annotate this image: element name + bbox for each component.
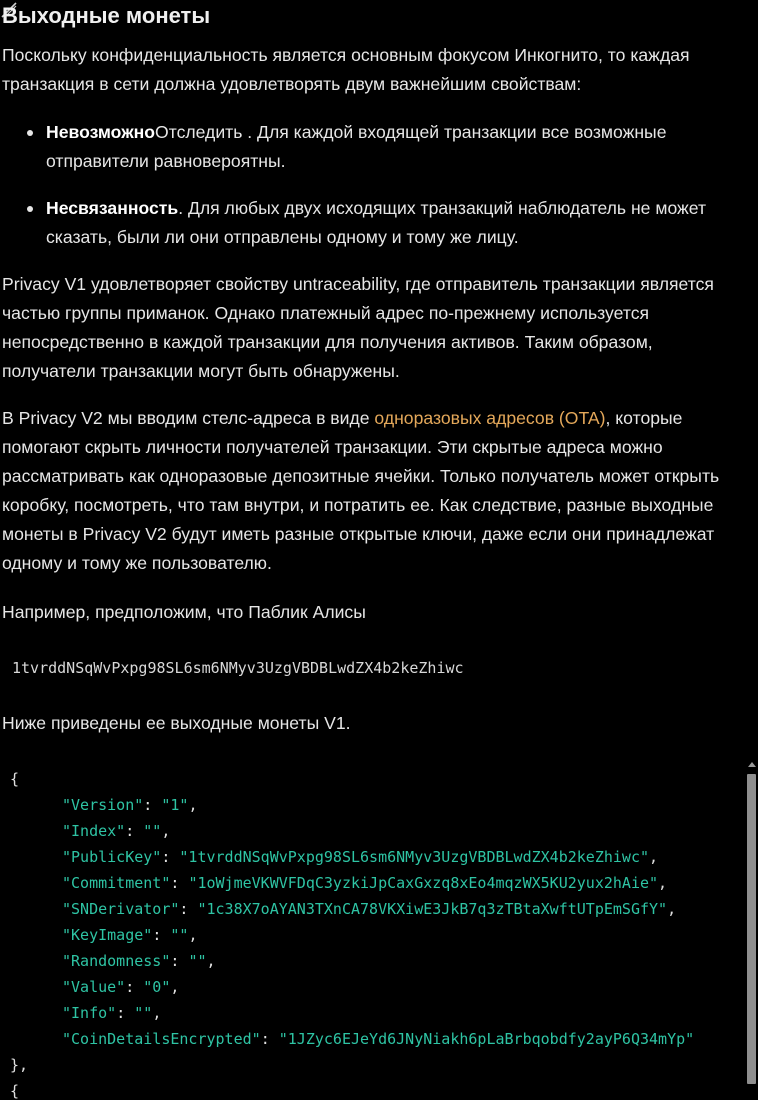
code-line: "KeyImage": "", xyxy=(62,926,198,944)
coins-paragraph: Ниже приведены ее выходные монеты V1. xyxy=(2,713,351,733)
scroll-thumb[interactable] xyxy=(747,774,756,1084)
public-address-code: 1tvrddNSqWvPxpg98SL6sm6NMyv3UzgVBDBLwdZX4b2keZhiwc xyxy=(12,659,464,677)
code-key: "KeyImage" xyxy=(62,926,153,944)
code-key: "PublicKey" xyxy=(62,848,162,866)
code-value: "1oWjmeVKWVFDqC3yzkiJpCaxGxzq8xEo4mqzWX5KU2yux2hAie" xyxy=(188,874,659,892)
para2-before: В Privacy V2 мы вводим стелс-адреса в виде xyxy=(2,408,375,428)
bullet-dot xyxy=(27,206,33,212)
privacy-v1-paragraph: Privacy V1 удовлетворяет свойству untraceability, где отправитель транзакции является частью группы приманок. Однако платежный адрес по-прежнему используется непосредственно в каждой транзакции для получения активов. Таким образом, получатели транзакции могут быть обнаружены. xyxy=(2,274,714,381)
bullet-term: Несвязанность xyxy=(46,198,179,218)
code-key: "Commitment" xyxy=(62,874,171,892)
para2-after: , которые помогают скрыть личности получателей транзакции. Эти скрытые адреса можно рассматривать как одноразовые депозитные ячейки. Только получатель может открыть коробку, посмотреть, что там внутри, и потратить ее. Как следствие, разные выходные монеты в Privacy V2 будут иметь разные открытые ключи, даже если они принадлежат одному и тому же пользователю. xyxy=(2,408,720,573)
privacy-v2-paragraph xyxy=(2,404,754,578)
code-key: "Value" xyxy=(62,978,126,996)
code-open-brace: { xyxy=(10,770,20,788)
code-close-brace: }, xyxy=(10,1056,29,1074)
bullet-dot xyxy=(27,130,33,136)
code-key: "SNDerivator" xyxy=(62,900,180,918)
code-line: "Index": "", xyxy=(62,822,171,840)
code-line: "SNDerivator": "1c38X7oAYAN3TXnCA78VKXiwE3JkB7q3zTBtaXwftUTpEmSGfY", xyxy=(62,900,677,918)
code-value: "" xyxy=(143,822,162,840)
bullet-text: . Для любых двух исходящих транзакций наблюдатель не может сказать, были ли они отправлены одному и тому же лицу. xyxy=(46,198,707,247)
code-scrollbar[interactable] xyxy=(745,762,758,1100)
code-line: "Commitment": "1oWjmeVKWVFDqC3yzkiJpCaxGxzq8xEo4mqzWX5KU2yux2hAie", xyxy=(62,874,668,892)
code-value: "" xyxy=(170,926,189,944)
code-line: "CoinDetailsEncrypted": "1JZyc6EJeYd6JNyNiakh6pLaBrbqobdfy2ayP6Q34mYp" xyxy=(62,1030,695,1048)
code-value: "1c38X7oAYAN3TXnCA78VKXiwE3JkB7q3zTBtaXwftUTpEmSGfY" xyxy=(197,900,668,918)
code-line: "Value": "0", xyxy=(62,978,180,996)
code-key: "CoinDetailsEncrypted" xyxy=(62,1030,261,1048)
list-item xyxy=(2,194,756,252)
code-next-brace: { xyxy=(10,1082,20,1100)
scroll-up-arrow-icon[interactable] xyxy=(748,762,756,767)
section-heading: Выходные монеты xyxy=(2,3,211,28)
code-value: "1" xyxy=(161,796,189,814)
ota-link[interactable]: одноразовых адресов (OTA) xyxy=(374,408,606,428)
code-line: "Randomness": "", xyxy=(62,952,216,970)
code-value: "1tvrddNSqWvPxpg98SL6sm6NMyv3UzgVBDBLwdZX4b2keZhiwc" xyxy=(179,848,650,866)
code-key: "Version" xyxy=(62,796,144,814)
code-line: "Info": "", xyxy=(62,1004,162,1022)
code-key: "Randomness" xyxy=(62,952,171,970)
bullet-term: Невозможно xyxy=(46,122,156,142)
code-key: "Info" xyxy=(62,1004,117,1022)
code-value: "0" xyxy=(143,978,171,996)
bullet-text: Отследить . Для каждой входящей транзакции все возможные отправители равновероятны. xyxy=(46,122,667,171)
code-value: "1JZyc6EJeYd6JNyNiakh6pLaBrbqobdfy2ayP6Q34mYp" xyxy=(278,1030,695,1048)
code-line: "PublicKey": "1tvrddNSqWvPxpg98SL6sm6NMyv3UzgVBDBLwdZX4b2keZhiwc", xyxy=(62,848,659,866)
code-value: "" xyxy=(188,952,207,970)
code-key: "Index" xyxy=(62,822,126,840)
code-value: "" xyxy=(134,1004,153,1022)
intro-paragraph: Поскольку конфиденциальность является основным фокусом Инкогнито, то каждая транзакция в сети должна удовлетворять двум важнейшим свойствам: xyxy=(2,45,690,94)
example-paragraph: Например, предположим, что Паблик Алисы xyxy=(2,602,366,622)
list-item xyxy=(2,118,756,176)
code-line: "Version": "1", xyxy=(62,796,198,814)
json-code-block[interactable] xyxy=(0,764,745,1100)
